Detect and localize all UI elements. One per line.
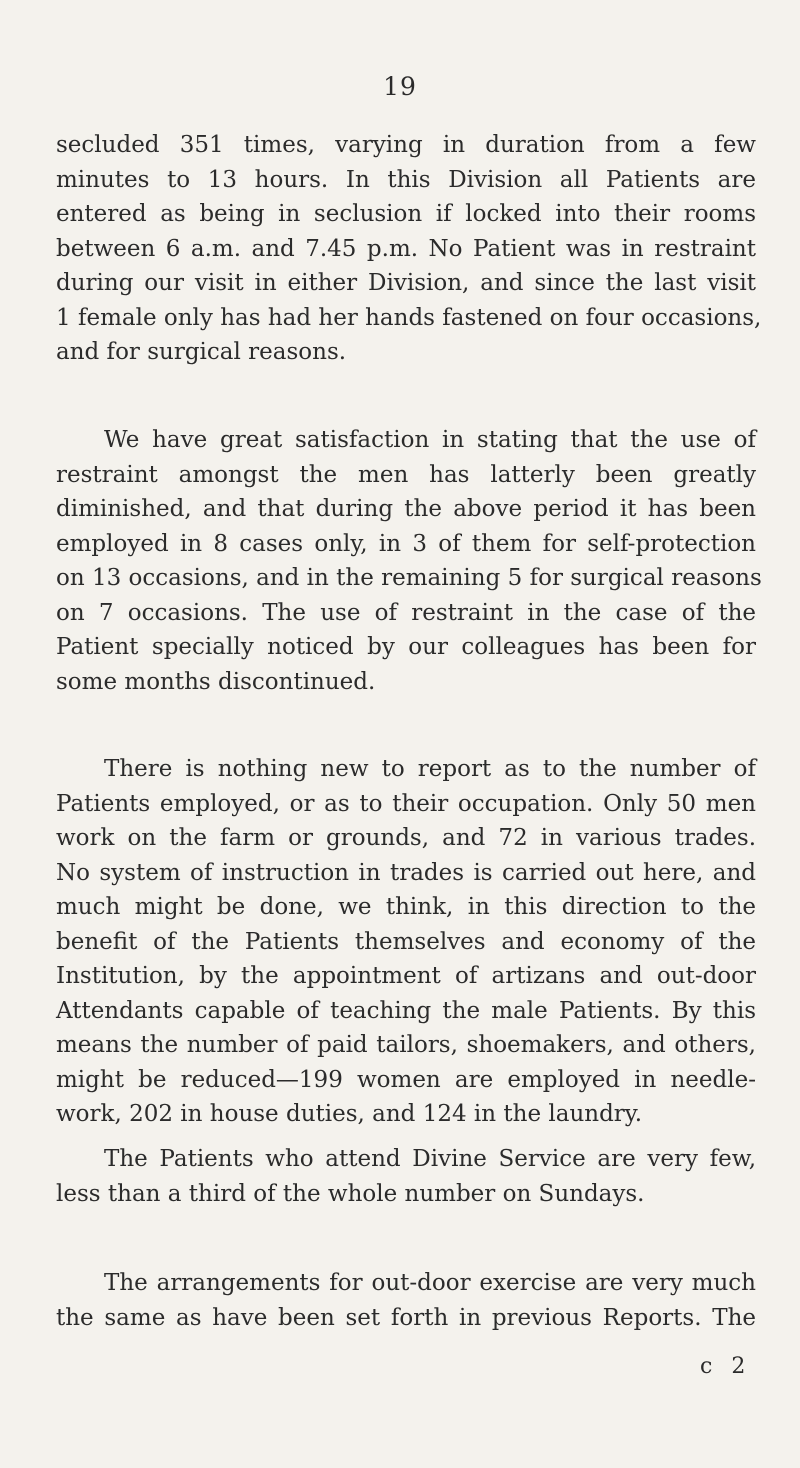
text-line: restraint amongst the men has latterly been greatly xyxy=(56,461,756,488)
paragraph-employment xyxy=(56,752,756,1132)
paragraph-divine-service xyxy=(56,1142,756,1211)
text-line: work, 202 in house duties, and 124 in the laundry. xyxy=(56,1101,643,1127)
text-line: benefit of the Patients themselves and economy of the xyxy=(56,928,756,955)
text-line: Patients employed, or as to their occupation. Only 50 men xyxy=(56,790,756,817)
text-line: between 6 a.m. and 7.45 p.m. No Patient was in restraint xyxy=(56,235,756,262)
text-line: means the number of paid tailors, shoemakers, and others, xyxy=(56,1032,756,1058)
text-line: might be reduced—199 women are employed in needle- xyxy=(56,1066,756,1093)
text-line: There is nothing new to report as to the number of xyxy=(104,756,756,782)
text-line: and for surgical reasons. xyxy=(56,339,347,365)
text-line: No system of instruction in trades is carried out here, and xyxy=(56,859,756,886)
paragraph-restraint xyxy=(56,423,762,699)
text-line: The Patients who attend Divine Service are very few, xyxy=(104,1146,756,1172)
text-line: the same as have been set forth in previous Reports. The xyxy=(56,1304,756,1331)
text-line: during our visit in either Division, and since the last visit xyxy=(56,270,756,296)
text-line: some months discontinued. xyxy=(56,668,376,695)
text-line: 1 female only has had her hands fastened on four occasions, xyxy=(56,304,762,331)
text-line: on 7 occasions. The use of restraint in the case of the xyxy=(56,599,756,626)
text-line: minutes to 13 hours. In this Division all Patients are xyxy=(56,166,756,193)
text-line: diminished, and that during the above period it has been xyxy=(56,496,756,522)
text-line: Patient specially noticed by our colleagues has been for xyxy=(56,634,756,660)
text-line: The arrangements for out-door exercise are very much xyxy=(104,1270,756,1296)
text-line: on 13 occasions, and in the remaining 5 for surgical reasons xyxy=(56,565,762,591)
paragraph-seclusion xyxy=(56,128,762,370)
text-line: We have great satisfaction in stating that the use of xyxy=(104,427,756,453)
text-line: secluded 351 times, varying in duration from a few xyxy=(56,132,756,158)
text-line: Institution, by the appointment of artizans and out-door xyxy=(56,963,756,989)
text-line: Attendants capable of teaching the male Patients. By this xyxy=(56,997,756,1024)
text-line: much might be done, we think, in this direction to the xyxy=(56,894,756,920)
signature-mark: c 2 xyxy=(700,1354,752,1379)
text-line: entered as being in seclusion if locked into their rooms xyxy=(56,201,756,227)
text-line: less than a third of the whole number on Sundays. xyxy=(56,1180,645,1207)
text-line: employed in 8 cases only, in 3 of them for self-protection xyxy=(56,530,756,557)
text-line: work on the farm or grounds, and 72 in various trades. xyxy=(56,825,756,851)
page-number: 19 xyxy=(383,72,417,101)
paragraph-exercise xyxy=(56,1266,756,1335)
